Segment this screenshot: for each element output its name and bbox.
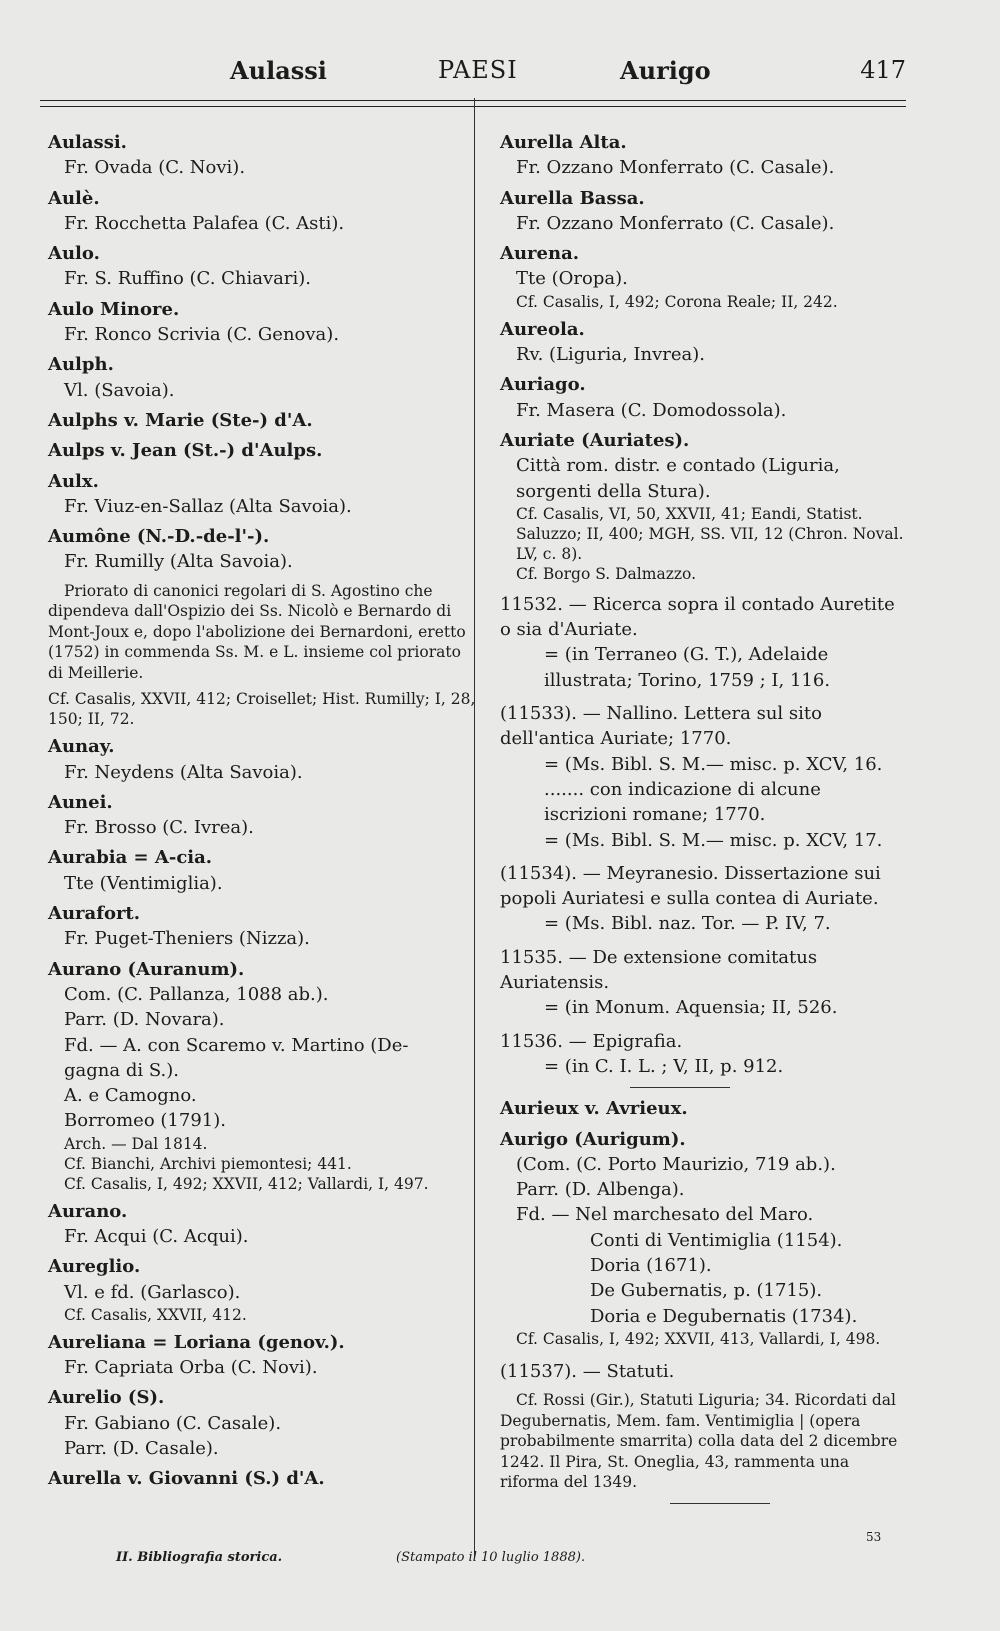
footer-print-date: (Stampato il 10 luglio 1888).	[396, 1550, 586, 1565]
entry-line: Tte (Oropa).	[516, 268, 628, 290]
entry	[500, 130, 908, 181]
entry-line: Rv. (Liguria, Invrea).	[516, 344, 706, 366]
entry-headword: Auriago.	[500, 374, 586, 396]
entry-headword: Aurena.	[500, 243, 580, 265]
entry-headword: Aulassi.	[48, 132, 127, 153]
entry-headword: Aurano (Auranum).	[48, 958, 245, 980]
entry-line: Fr. Viuz-en-Sallaz (Alta Savoia).	[64, 495, 352, 517]
entry	[48, 1385, 476, 1461]
entry	[48, 130, 476, 181]
entry-headword: Aurelio (S).	[48, 1387, 165, 1409]
bibliography-line	[500, 861, 908, 912]
entry-headword: Aulps v. Jean (St.-) d'Aulps.	[48, 440, 323, 462]
entry-reference: Cf. Borgo S. Dalmazzo.	[516, 564, 697, 583]
entry-line: Fr. Puget-Theniers (Nizza).	[64, 928, 310, 950]
entry-headword: Aurigo (Aurigum).	[500, 1128, 686, 1150]
entry	[500, 1127, 908, 1349]
entry-line: Città rom. distr. e contado (Liguria,	[516, 455, 840, 477]
entry-line: Parr. (D. Casale).	[64, 1438, 219, 1460]
entry-line: Tte (Ventimiglia).	[64, 872, 223, 894]
entry-note: Priorato di canonici regolari di S. Agostino che dipendeva dall'Ospizio dei Ss. Nicolò e Bernardo di Mont-Joux e, dopo l'abolizione dei Bernardoni, eretto (1752) in commenda Ss. M. e L. insieme col priorato di Meillerie.	[48, 581, 466, 682]
entry	[48, 241, 476, 292]
entry-line: Fd. — A. con Scaremo v. Martino (De-	[64, 1034, 409, 1056]
entry-headword: Aulo Minore.	[48, 298, 180, 320]
bibliography-entry	[500, 1029, 908, 1080]
right-column	[500, 130, 908, 1510]
bibliography-text: — Epigrafia.	[568, 1030, 683, 1052]
bibliography-number: (11534).	[500, 862, 578, 884]
entry-headword: Aurano.	[48, 1200, 128, 1222]
entry-headword: Aurabia = A-cia.	[48, 847, 213, 869]
left-column	[48, 130, 476, 1497]
bibliography-line	[500, 592, 908, 643]
entry-line: gagna di S.).	[64, 1059, 179, 1081]
entry-line: Doria (1671).	[590, 1254, 712, 1276]
entry-line: Com. (C. Pallanza, 1088 ab.).	[64, 983, 329, 1005]
entry-headword: Aunei.	[48, 791, 113, 813]
entry-headword: Aurella Alta.	[500, 132, 627, 153]
bibliography-entry	[500, 701, 908, 853]
entry	[48, 957, 476, 1194]
bibliography-number: 11532.	[500, 593, 563, 615]
entry	[500, 428, 908, 584]
entry-line: Fr. S. Ruffino (C. Chiavari).	[64, 268, 311, 290]
bibliography-number: (11533).	[500, 703, 578, 725]
bibliography-location: ....... con indicazione di alcune iscrizioni romane; 1770.	[544, 778, 821, 826]
entry-headword: Auriate (Auriates).	[500, 429, 690, 451]
entry	[48, 845, 476, 896]
entry-headword: Aurella Bassa.	[500, 187, 645, 209]
entry	[48, 408, 476, 433]
running-header	[40, 56, 906, 96]
bibliography-number: 11535.	[500, 946, 563, 968]
entry	[48, 524, 476, 729]
entry-reference: Cf. Casalis, XXVII, 412.	[64, 1305, 247, 1324]
bibliography-number: 11536.	[500, 1030, 563, 1052]
bibliography-note: Cf. Rossi (Gir.), Statuti Liguria; 34. Ricordati dal Degubernatis, Mem. fam. Ventimiglia | (opera probabilmente smarrita) colla data del 2 dicembre 1242. Il Pira, St. Oneglia, 43, rammenta una riforma del 1349.	[500, 1391, 898, 1492]
bibliography-text: — Meyranesio. Dissertazione sui popoli Auriatesi e sulla contea di Auriate.	[500, 862, 881, 910]
entry-line: Borromeo (1791).	[64, 1110, 226, 1132]
entry-line: Fr. Masera (C. Domodossola).	[516, 399, 787, 421]
entry-line: Conti di Ventimiglia (1154).	[590, 1229, 843, 1251]
entry-reference: Arch. — Dal 1814.	[64, 1134, 208, 1153]
entry	[48, 901, 476, 952]
bibliography-location: = (Ms. Bibl. S. M.— misc. p. XCV, 16.	[544, 753, 883, 775]
entry	[48, 297, 476, 348]
entry-headword: Aulè.	[48, 187, 100, 209]
bibliography-location: = (in Monum. Aquensia; II, 526.	[544, 997, 838, 1019]
bibliography-number: (11537).	[500, 1360, 578, 1382]
entry-line: Vl. e fd. (Garlasco).	[64, 1281, 241, 1303]
entry	[48, 1199, 476, 1250]
entry	[500, 372, 908, 423]
header-section: PAESI	[438, 56, 518, 84]
entry	[48, 790, 476, 841]
entry-line: De Gubernatis, p. (1715).	[590, 1280, 823, 1302]
bibliography-text: — Ricerca sopra il contado Auretite o sia d'Auriate.	[500, 593, 895, 641]
bibliography-text: — Nallino. Lettera sul sito dell'antica Auriate; 1770.	[500, 703, 822, 750]
entry-headword: Aurafort.	[48, 903, 141, 925]
entry-line: Fr. Rocchetta Palafea (C. Asti).	[64, 212, 345, 234]
bibliography-location: = (Ms. Bibl. S. M.— misc. p. XCV, 17.	[544, 829, 883, 851]
bibliography-location: = (Ms. Bibl. naz. Tor. — P. IV, 7.	[544, 913, 831, 935]
entry-line: Parr. (D. Novara).	[64, 1009, 225, 1031]
bibliography-text: — De extensione comitatus Auriatensis.	[500, 946, 818, 994]
section-rule	[630, 1087, 730, 1088]
bibliography-line	[500, 1359, 908, 1384]
header-right-word: Aurigo	[620, 56, 711, 85]
entry-line: Fr. Brosso (C. Ivrea).	[64, 817, 254, 839]
entry	[48, 352, 476, 403]
entry-line: Fr. Neydens (Alta Savoia).	[64, 761, 303, 783]
entry	[48, 734, 476, 785]
entry	[500, 317, 908, 368]
header-rule	[40, 100, 906, 101]
entry-headword: Aureglio.	[48, 1256, 141, 1278]
bibliography-entry	[500, 861, 908, 937]
entry	[500, 1096, 908, 1121]
bibliography-location: = (in C. I. L. ; V, II, p. 912.	[544, 1055, 784, 1077]
entry-reference: Cf. Casalis, I, 492; XXVII, 413, Vallardi, I, 498.	[516, 1329, 881, 1348]
entry-line: Fr. Ovada (C. Novi).	[64, 157, 246, 179]
header-left-word: Aulassi	[230, 56, 327, 85]
entry	[500, 241, 908, 312]
entry-line: Parr. (D. Albenga).	[516, 1179, 685, 1201]
entry-headword: Aulph.	[48, 354, 114, 376]
entry-headword: Aulphs v. Marie (Ste-) d'A.	[48, 409, 313, 431]
section-rule	[670, 1503, 770, 1504]
entry	[48, 1330, 476, 1381]
page-number: 417	[860, 56, 906, 84]
entry-line: Fr. Ozzano Monferrato (C. Casale).	[516, 212, 835, 234]
entry-line: Fr. Gabiano (C. Casale).	[64, 1412, 282, 1434]
entry-headword: Aureliana = Loriana (genov.).	[48, 1331, 345, 1353]
entry-headword: Aumône (N.-D.-de-l'-).	[48, 526, 270, 548]
entry-headword: Aulx.	[48, 470, 99, 492]
entry-line: Fr. Ozzano Monferrato (C. Casale).	[516, 157, 835, 179]
entry-headword: Aurieux v. Avrieux.	[500, 1098, 688, 1120]
entry-line: Fr. Ronco Scrivia (C. Genova).	[64, 324, 340, 346]
bibliography-entry	[500, 1359, 908, 1493]
entry	[48, 1466, 476, 1491]
entry-reference: Cf. Casalis, I, 492; Corona Reale; II, 242.	[516, 292, 838, 311]
header-rule	[40, 106, 906, 107]
entry-headword: Aulo.	[48, 243, 100, 265]
bibliography-text: — Statuti.	[582, 1360, 675, 1382]
entry-reference: Cf. Casalis, I, 492; XXVII, 412; Vallardi, I, 497.	[64, 1174, 429, 1193]
entry-reference: Cf. Casalis, XXVII, 412; Croisellet; Hist. Rumilly; I, 28, 150; II, 72.	[48, 690, 476, 729]
entry-reference: Cf. Bianchi, Archivi piemontesi; 441.	[64, 1154, 352, 1173]
entry-line: (Com. (C. Porto Maurizio, 719 ab.).	[516, 1153, 836, 1175]
bibliography-line	[500, 945, 908, 996]
entry-headword: Aurella v. Giovanni (S.) d'A.	[48, 1468, 325, 1490]
entry	[48, 1254, 476, 1325]
entry	[500, 186, 908, 237]
entry-headword: Aureola.	[500, 318, 585, 340]
entry-line: Vl. (Savoia).	[64, 379, 175, 401]
entry-line: Fr. Capriata Orba (C. Novi).	[64, 1357, 318, 1379]
sheet-number: 53	[866, 1530, 882, 1544]
entry-line: Fd. — Nel marchesato del Maro.	[516, 1204, 814, 1226]
entry-line: A. e Camogno.	[64, 1085, 197, 1107]
entry	[48, 186, 476, 237]
bibliography-line	[500, 1029, 908, 1054]
entry-line: Fr. Acqui (C. Acqui).	[64, 1226, 249, 1247]
entry-line: sorgenti della Stura).	[516, 480, 711, 502]
entry-reference: Cf. Casalis, VI, 50, XXVII, 41; Eandi, Statist. Saluzzo; II, 400; MGH, SS. VII, 12 (Chron. Noval. LV, c. 8).	[516, 504, 904, 563]
bibliography-location: = (in Terraneo (G. T.), Adelaide illustrata; Torino, 1759 ; I, 116.	[544, 644, 831, 691]
entry	[48, 438, 476, 463]
entry	[48, 469, 476, 520]
bibliography-entry	[500, 592, 908, 693]
bibliography-entry	[500, 945, 908, 1021]
bibliography-line	[500, 701, 908, 752]
entry-line: Fr. Rumilly (Alta Savoia).	[64, 551, 293, 573]
entry-line: Doria e Degubernatis (1734).	[590, 1305, 858, 1327]
footer-section: II. Bibliografia storica.	[116, 1550, 283, 1565]
entry-headword: Aunay.	[48, 736, 115, 758]
